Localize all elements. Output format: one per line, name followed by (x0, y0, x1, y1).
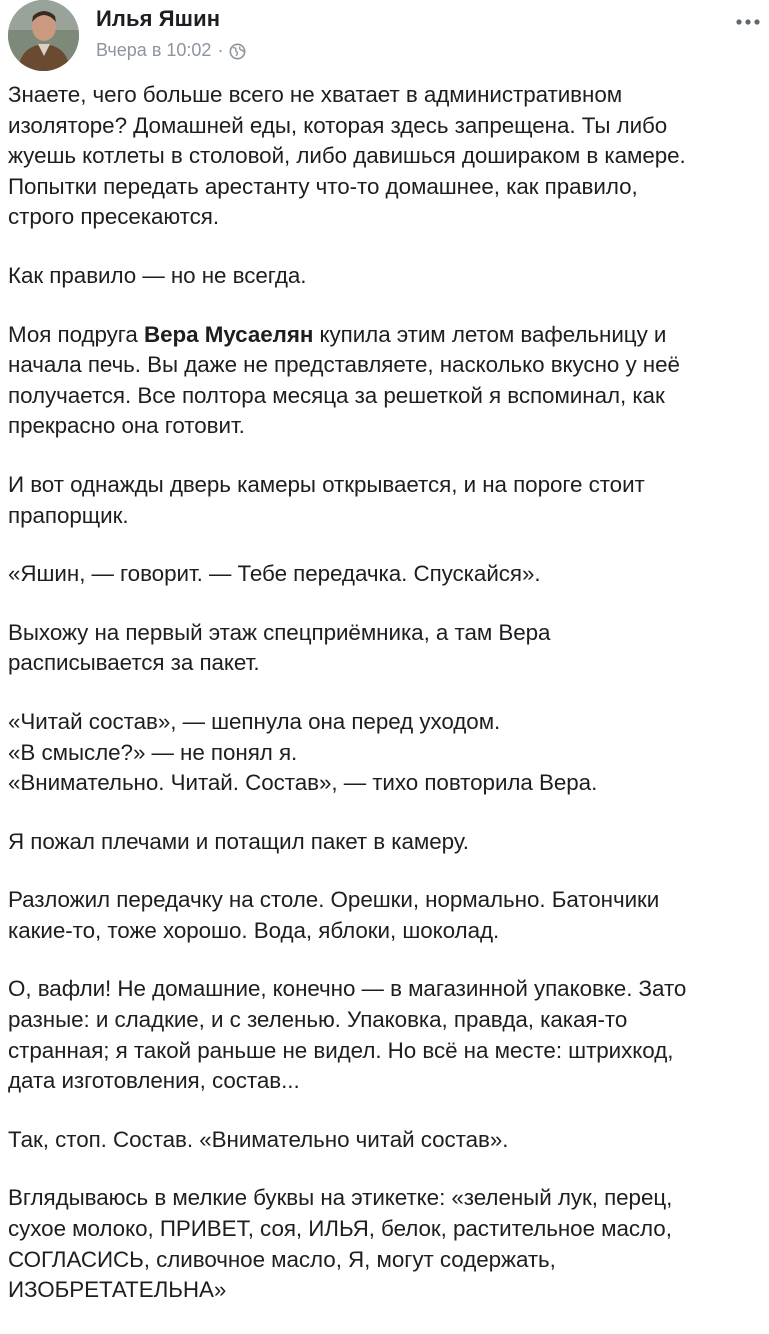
post-paragraph-1: Знаете, чего больше всего не хватает в административном изоляторе? Домашней еды, которая здесь запрещена. Ты либо жуешь котлеты в столовой, либо давишься дошираком в камере. Попытки передать арестанту что-то домашнее, как правило, строго пресекаются. (8, 82, 686, 230)
meta-separator: · (217, 40, 224, 60)
post-meta (96, 40, 246, 61)
globe-icon[interactable] (229, 43, 246, 60)
post-paragraph-4: И вот однажды дверь камеры открывается, и на пороге стоит прапорщик. (8, 471, 645, 528)
post-paragraph-11: Так, стоп. Состав. «Внимательно читай состав». (8, 1126, 509, 1152)
avatar-photo-icon (8, 0, 79, 71)
post-paragraph-6: Выхожу на первый этаж спецприёмника, а там Вера расписывается за пакет. (8, 619, 551, 676)
paragraph-3-rest: купила этим летом вафельницу и начала печь. Вы даже не представляете, насколько вкусно у неё получается. Все полтора месяца за решеткой я вспоминал, как прекрасно она готовит. (8, 321, 680, 439)
post-paragraph-10: О, вафли! Не домашние, конечно — в магазинной упаковке. Зато разные: и сладкие, и с зеленью. Упаковка, правда, какая-то странная; я такой раньше не видел. Но всё на месте: штрихкод, дата изготовления, состав... (8, 976, 687, 1094)
post-text (8, 80, 768, 1334)
mention-link[interactable]: Вера Мусаелян (144, 321, 314, 347)
author-avatar[interactable] (8, 0, 79, 71)
author-name[interactable]: Илья Яшин (96, 6, 221, 31)
post-paragraph-12: Вглядываюсь в мелкие буквы на этикетке: «зеленый лук, перец, сухое молоко, ПРИВЕТ, соя, ИЛЬЯ, белок, растительное масло, СОГЛАСИСЬ, сливочное масло, Я, могут содержать, ИЗОБРЕТАТЕЛЬНА» (8, 1185, 673, 1303)
post-timestamp[interactable]: Вчера в 10:02 (96, 40, 212, 60)
post-paragraph-9: Разложил передачку на столе. Орешки, нормально. Батончики какие-то, тоже хорошо. Вода, яблоки, шоколад. (8, 887, 660, 943)
more-dots-icon[interactable] (733, 12, 763, 32)
post-paragraph-5: «Яшин, — говорит. — Тебе передачка. Спускайся». (8, 561, 541, 587)
post-header (0, 0, 769, 76)
post-paragraph-7: «Читай состав», — шепнула она перед уходом. «В смысле?» — не понял я. «Внимательно. Читай. Состав», — тихо повторила Вера. (8, 708, 598, 796)
post-paragraph-8: Я пожал плечами и потащил пакет в камеру. (8, 828, 469, 854)
paragraph-3-start: Моя подруга (8, 321, 144, 347)
post-paragraph-2: Как правило — но не всегда. (8, 262, 307, 288)
post-paragraph-3 (8, 320, 768, 442)
